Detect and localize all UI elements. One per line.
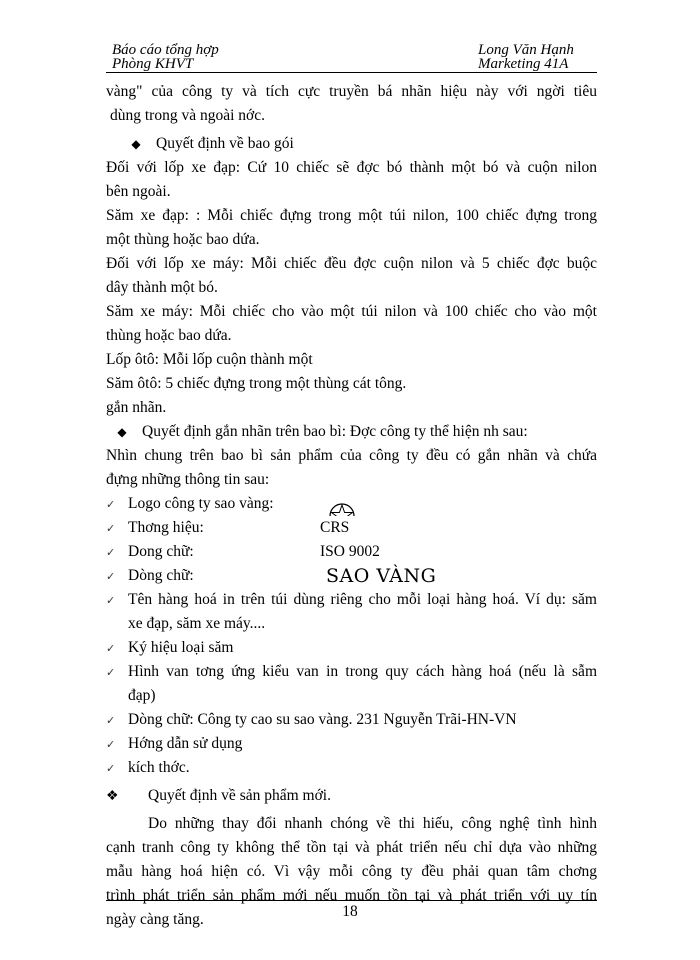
label-item: ✓ Tên hàng hoá in trên túi dùng riêng cho mỗi loại hàng hoá. Ví dụ: săm — [106, 588, 597, 612]
new-product-line: Do những thay đổi nhanh chóng về thi hiếu, công nghệ tình hình — [148, 815, 597, 832]
checkmark-icon: ✓ — [106, 715, 116, 727]
packaging-line: Săm xe máy: Mỗi chiếc cho vào một túi nilon và 100 chiếc cho vào một — [106, 303, 597, 320]
packaging-line: một thùng hoặc bao dứa. — [106, 231, 260, 248]
new-product-line: cạnh tranh công ty không thể tồn tại và phát triển nếu chỉ dựa vào những — [106, 839, 597, 856]
checkmark-icon: ✓ — [106, 643, 116, 655]
new-product-line: ngày càng tăng. — [106, 911, 204, 928]
packaging-heading-row — [106, 132, 597, 156]
checkmark-icon: ✓ — [106, 523, 116, 535]
iso-text: ISO 9002 — [320, 543, 380, 560]
sao-vang-text: SAO VÀNG — [326, 565, 437, 587]
checkmark-icon: ✓ — [106, 667, 116, 679]
page-number: 18 — [342, 903, 358, 920]
packaging-line: Đối với lốp xe máy: Mỗi chiếc đều đợc cuộn nilon và 5 chiếc đợc buộc — [106, 255, 597, 272]
packaging-line: Săm ôtô: 5 chiếc đựng trong một thùng cát tông. — [106, 375, 407, 392]
footer-rule — [106, 900, 597, 901]
packaging-line: thùng hoặc bao dứa. — [106, 327, 232, 344]
label-item: ✓ Hình van tơng ứng kiểu van in trong quy cách hàng hoá (nếu là sẫm — [106, 660, 597, 684]
star-logo-icon — [328, 502, 356, 516]
header-author: Long Văn Hạnh — [478, 42, 574, 58]
label-item-cont: đạp) — [128, 687, 156, 704]
labeling-heading-row — [106, 420, 597, 444]
packaging-line: gắn nhãn. — [106, 399, 167, 416]
packaging-line: dây thành một bó. — [106, 279, 218, 296]
checkmark-icon: ✓ — [106, 763, 116, 775]
packaging-heading: Quyết định về bao gói — [156, 135, 294, 152]
label-item: ✓ Thơng hiệu: CRS — [106, 516, 597, 540]
label-item: ✓ kích thớc. — [106, 756, 597, 780]
document-body — [106, 80, 597, 932]
label-item-cont: xe đạp, săm xe máy.... — [128, 615, 266, 632]
header-report-title: Báo cáo tổng hợp — [112, 42, 219, 58]
brand-code: CRS — [320, 519, 350, 536]
label-item: ✓ Logo công ty sao vàng: — [106, 492, 597, 516]
intro-line-2: dùng trong và ngoài nớc. — [110, 107, 265, 124]
label-item: ✓ Dong chữ: ISO 9002 — [106, 540, 597, 564]
new-product-heading-row — [106, 784, 597, 808]
packaging-line: Săm xe đạp: : Mỗi chiếc đựng trong một túi nilon, 100 chiếc đựng trong — [106, 207, 597, 224]
header-rule — [106, 72, 597, 73]
checkmark-icon: ✓ — [106, 571, 116, 583]
label-item: ✓ Ký hiệu loại săm — [106, 636, 597, 660]
checkmark-icon: ✓ — [106, 739, 116, 751]
diamond-bullet-icon: ◆ — [117, 425, 127, 439]
label-item: ✓ Dòng chữ: Công ty cao su sao vàng. 231 Nguyễn Trãi-HN-VN — [106, 708, 597, 732]
labeling-intro-line: đựng những thông tin sau: — [106, 471, 270, 488]
packaging-line: bên ngoài. — [106, 183, 171, 200]
new-product-line: trình phát triển sản phẩm mới nếu muốn tồn tại và phát triển với uy tín — [106, 887, 597, 904]
labeling-heading: Quyết định gắn nhãn trên bao bì: Đợc công ty thể hiện nh sau: — [142, 423, 528, 440]
packaging-line: Lốp ôtô: Mỗi lốp cuộn thành một — [106, 351, 313, 368]
header-department: Phòng KHVT — [112, 56, 194, 72]
four-diamond-bullet-icon: ❖ — [106, 789, 119, 804]
labeling-intro-line: Nhìn chung trên bao bì sản phẩm của công ty đều có gắn nhãn và chứa — [106, 447, 597, 464]
checkmark-icon: ✓ — [106, 547, 116, 559]
label-item: ✓ Dòng chữ: SAO VÀNG — [106, 565, 437, 587]
header-class: Marketing 41A — [478, 56, 569, 72]
checkmark-icon: ✓ — [106, 595, 116, 607]
label-item: ✓ Hớng dẫn sử dụng — [106, 732, 597, 756]
checkmark-icon: ✓ — [106, 499, 116, 511]
new-product-line: mẫu hàng hoá hiện có. Vì vậy mỗi công ty đều phải quan tâm chơng — [106, 863, 597, 880]
diamond-bullet-icon: ◆ — [131, 137, 141, 151]
new-product-heading: Quyết định về sản phẩm mới. — [148, 787, 331, 804]
intro-line-1: vàng" của công ty và tích cực truyền bá nhãn hiệu này với ngời tiêu — [106, 83, 597, 100]
packaging-line: Đối với lốp xe đạp: Cứ 10 chiếc sẽ đợc bó thành một bó và cuộn nilon — [106, 159, 597, 176]
